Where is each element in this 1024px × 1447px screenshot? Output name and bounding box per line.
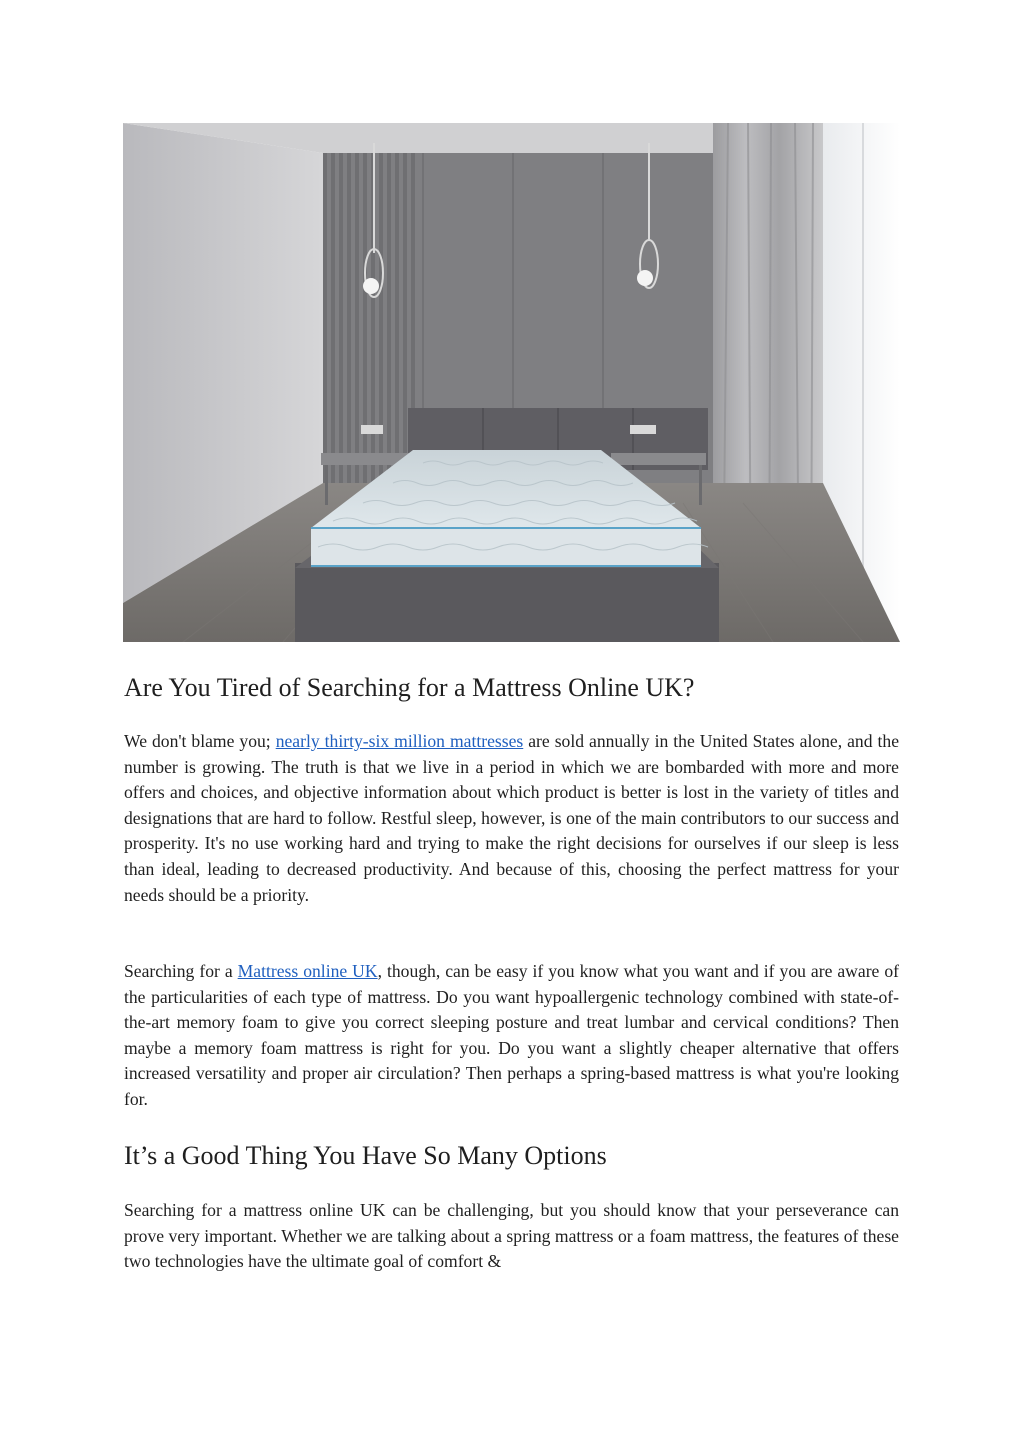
paragraph-searching-text-start: Searching for a: [124, 961, 238, 981]
paragraph-intro: [124, 729, 899, 908]
link-mattress-online-uk[interactable]: Mattress online UK: [237, 961, 378, 981]
link-thirty-six-million-mattresses[interactable]: nearly thirty-six million mattresses: [275, 731, 524, 751]
paragraph-intro-text-end: are sold annually in the United States alone, and the number is growing. The truth is that we live in a period in which we are bombarded with more and more offers and choices, and objective information about which product is better is lost in the variety of titles and designations that are hard to follow. Restful sleep, however, is one of the main contributors to our success and prosperity. It's no use working hard and trying to make the right decisions for ourselves if our sleep is less than ideal, leading to decreased productivity. And because of this, choosing the perfect mattress for your needs should be a priority.: [124, 731, 900, 905]
heading-many-options: It’s a Good Thing You Have So Many Options: [124, 1141, 607, 1170]
paragraph-searching: [124, 959, 899, 1113]
bedroom-mattress-photo: [123, 123, 900, 642]
heading-tired-of-searching: Are You Tired of Searching for a Mattress Online UK?: [124, 673, 695, 702]
paragraph-intro-text-start: We don't blame you;: [124, 731, 276, 751]
paragraph-options: Searching for a mattress online UK can be challenging, but you should know that your perseverance can prove very important. Whether we are talking about a spring mattress or a foam mattress, the features of these two technologies have the ultimate goal of comfort &: [124, 1200, 899, 1272]
paragraph-searching-text-end: , though, can be easy if you know what you want and if you are aware of the particularities of each type of mattress. Do you want hypoallergenic technology combined with state-of-the-art memory foam to give you correct sleeping posture and treat lumbar and cervical conditions? Then maybe a memory foam mattress is right for you. Do you want a slightly cheaper alternative that offers increased versatility and proper air circulation? Then perhaps a spring-based mattress is what you're looking for.: [124, 961, 900, 1109]
